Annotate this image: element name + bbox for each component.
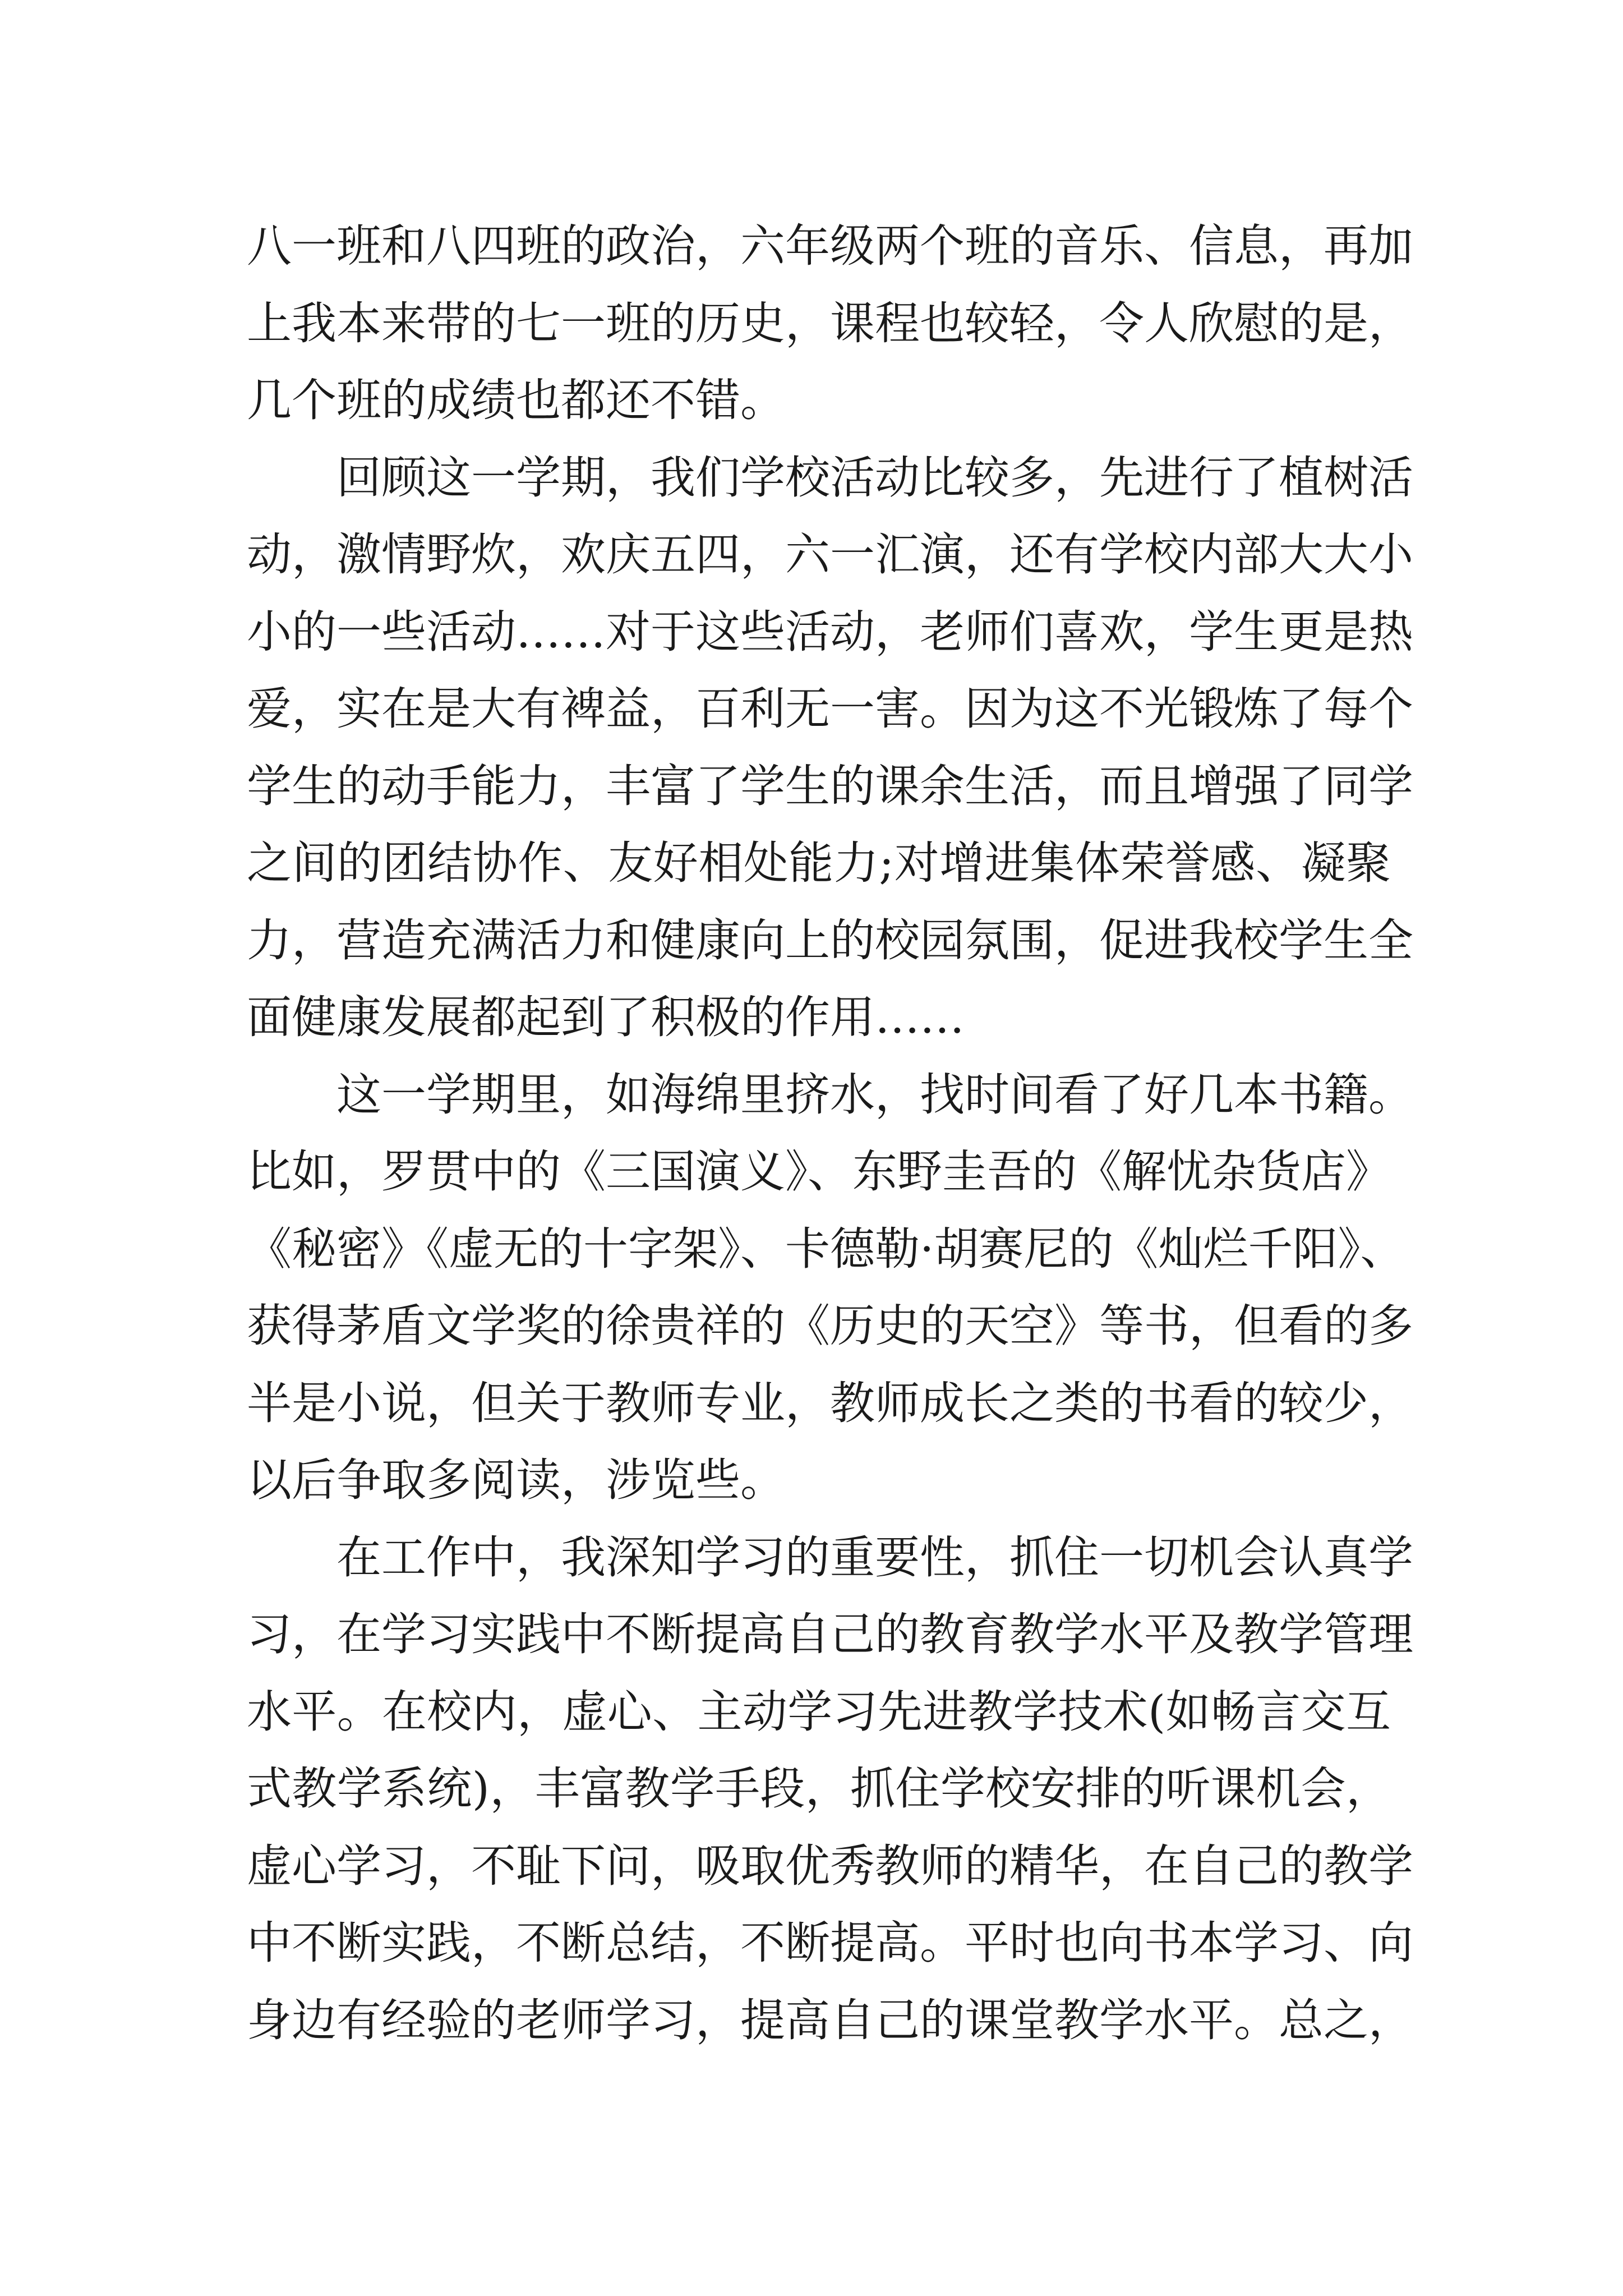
text-line: 上我本来带的七一班的历史，课程也较轻，令人欣慰的是，	[247, 297, 1413, 349]
text-line: 《秘密》《虚无的十字架》、卡德勒·胡赛尼的《灿烂千阳》、	[247, 1222, 1405, 1275]
paragraph-first-line: 这一学期里，如海绵里挤水，找时间看了好几本书籍。	[336, 1068, 1413, 1121]
paragraph-first-line: 回顾这一学期，我们学校活动比较多，先进行了植树活	[336, 451, 1413, 504]
text-line: 力，营造充满活力和健康向上的校园氛围，促进我校学生全	[247, 914, 1413, 967]
text-line: 之间的团结协作、友好相处能力;对增进集体荣誉感、凝聚	[247, 837, 1391, 889]
text-line: 获得茅盾文学奖的徐贵祥的《历史的天空》等书，但看的多	[247, 1300, 1413, 1352]
text-line: 中不断实践，不断总结，不断提高。平时也向书本学习、向	[247, 1917, 1413, 1969]
text-line: 半是小说，但关于教师专业，教师成长之类的书看的较少，	[247, 1377, 1413, 1429]
text-line: 式教学系统)，丰富教学手段，抓住学校安排的听课机会，	[247, 1763, 1391, 1815]
text-line: 比如，罗贯中的《三国演义》、东野圭吾的《解忧杂货店》	[247, 1145, 1391, 1198]
text-line: 虚心学习，不耻下问，吸取优秀教师的精华，在自己的教学	[247, 1839, 1413, 1892]
paragraph-first-line: 在工作中，我深知学习的重要性，抓住一切机会认真学	[336, 1531, 1413, 1584]
body-text	[247, 208, 1413, 2059]
text-line: 水平。在校内，虚心、主动学习先进教学技术(如畅言交互	[247, 1685, 1391, 1738]
text-line: 爱，实在是大有裨益，百利无一害。因为这不光锻炼了每个	[247, 683, 1413, 735]
text-line: 八一班和八四班的政治，六年级两个班的音乐、信息，再加	[247, 220, 1413, 272]
text-line: 学生的动手能力，丰富了学生的课余生活，而且增强了同学	[247, 760, 1413, 812]
text-line: 小的一些活动……对于这些活动，老师们喜欢，学生更是热	[247, 605, 1413, 658]
text-line: 面健康发展都起到了积极的作用……	[247, 991, 965, 1043]
text-line: 几个班的成绩也都还不错。	[247, 374, 785, 426]
text-line: 身边有经验的老师学习，提高自己的课堂教学水平。总之，	[247, 1994, 1413, 2046]
text-line: 习，在学习实践中不断提高自己的教育教学水平及教学管理	[247, 1608, 1413, 1660]
text-line: 动，激情野炊，欢庆五四，六一汇演，还有学校内部大大小	[247, 528, 1413, 581]
text-line: 以后争取多阅读，涉览些。	[247, 1454, 785, 1506]
